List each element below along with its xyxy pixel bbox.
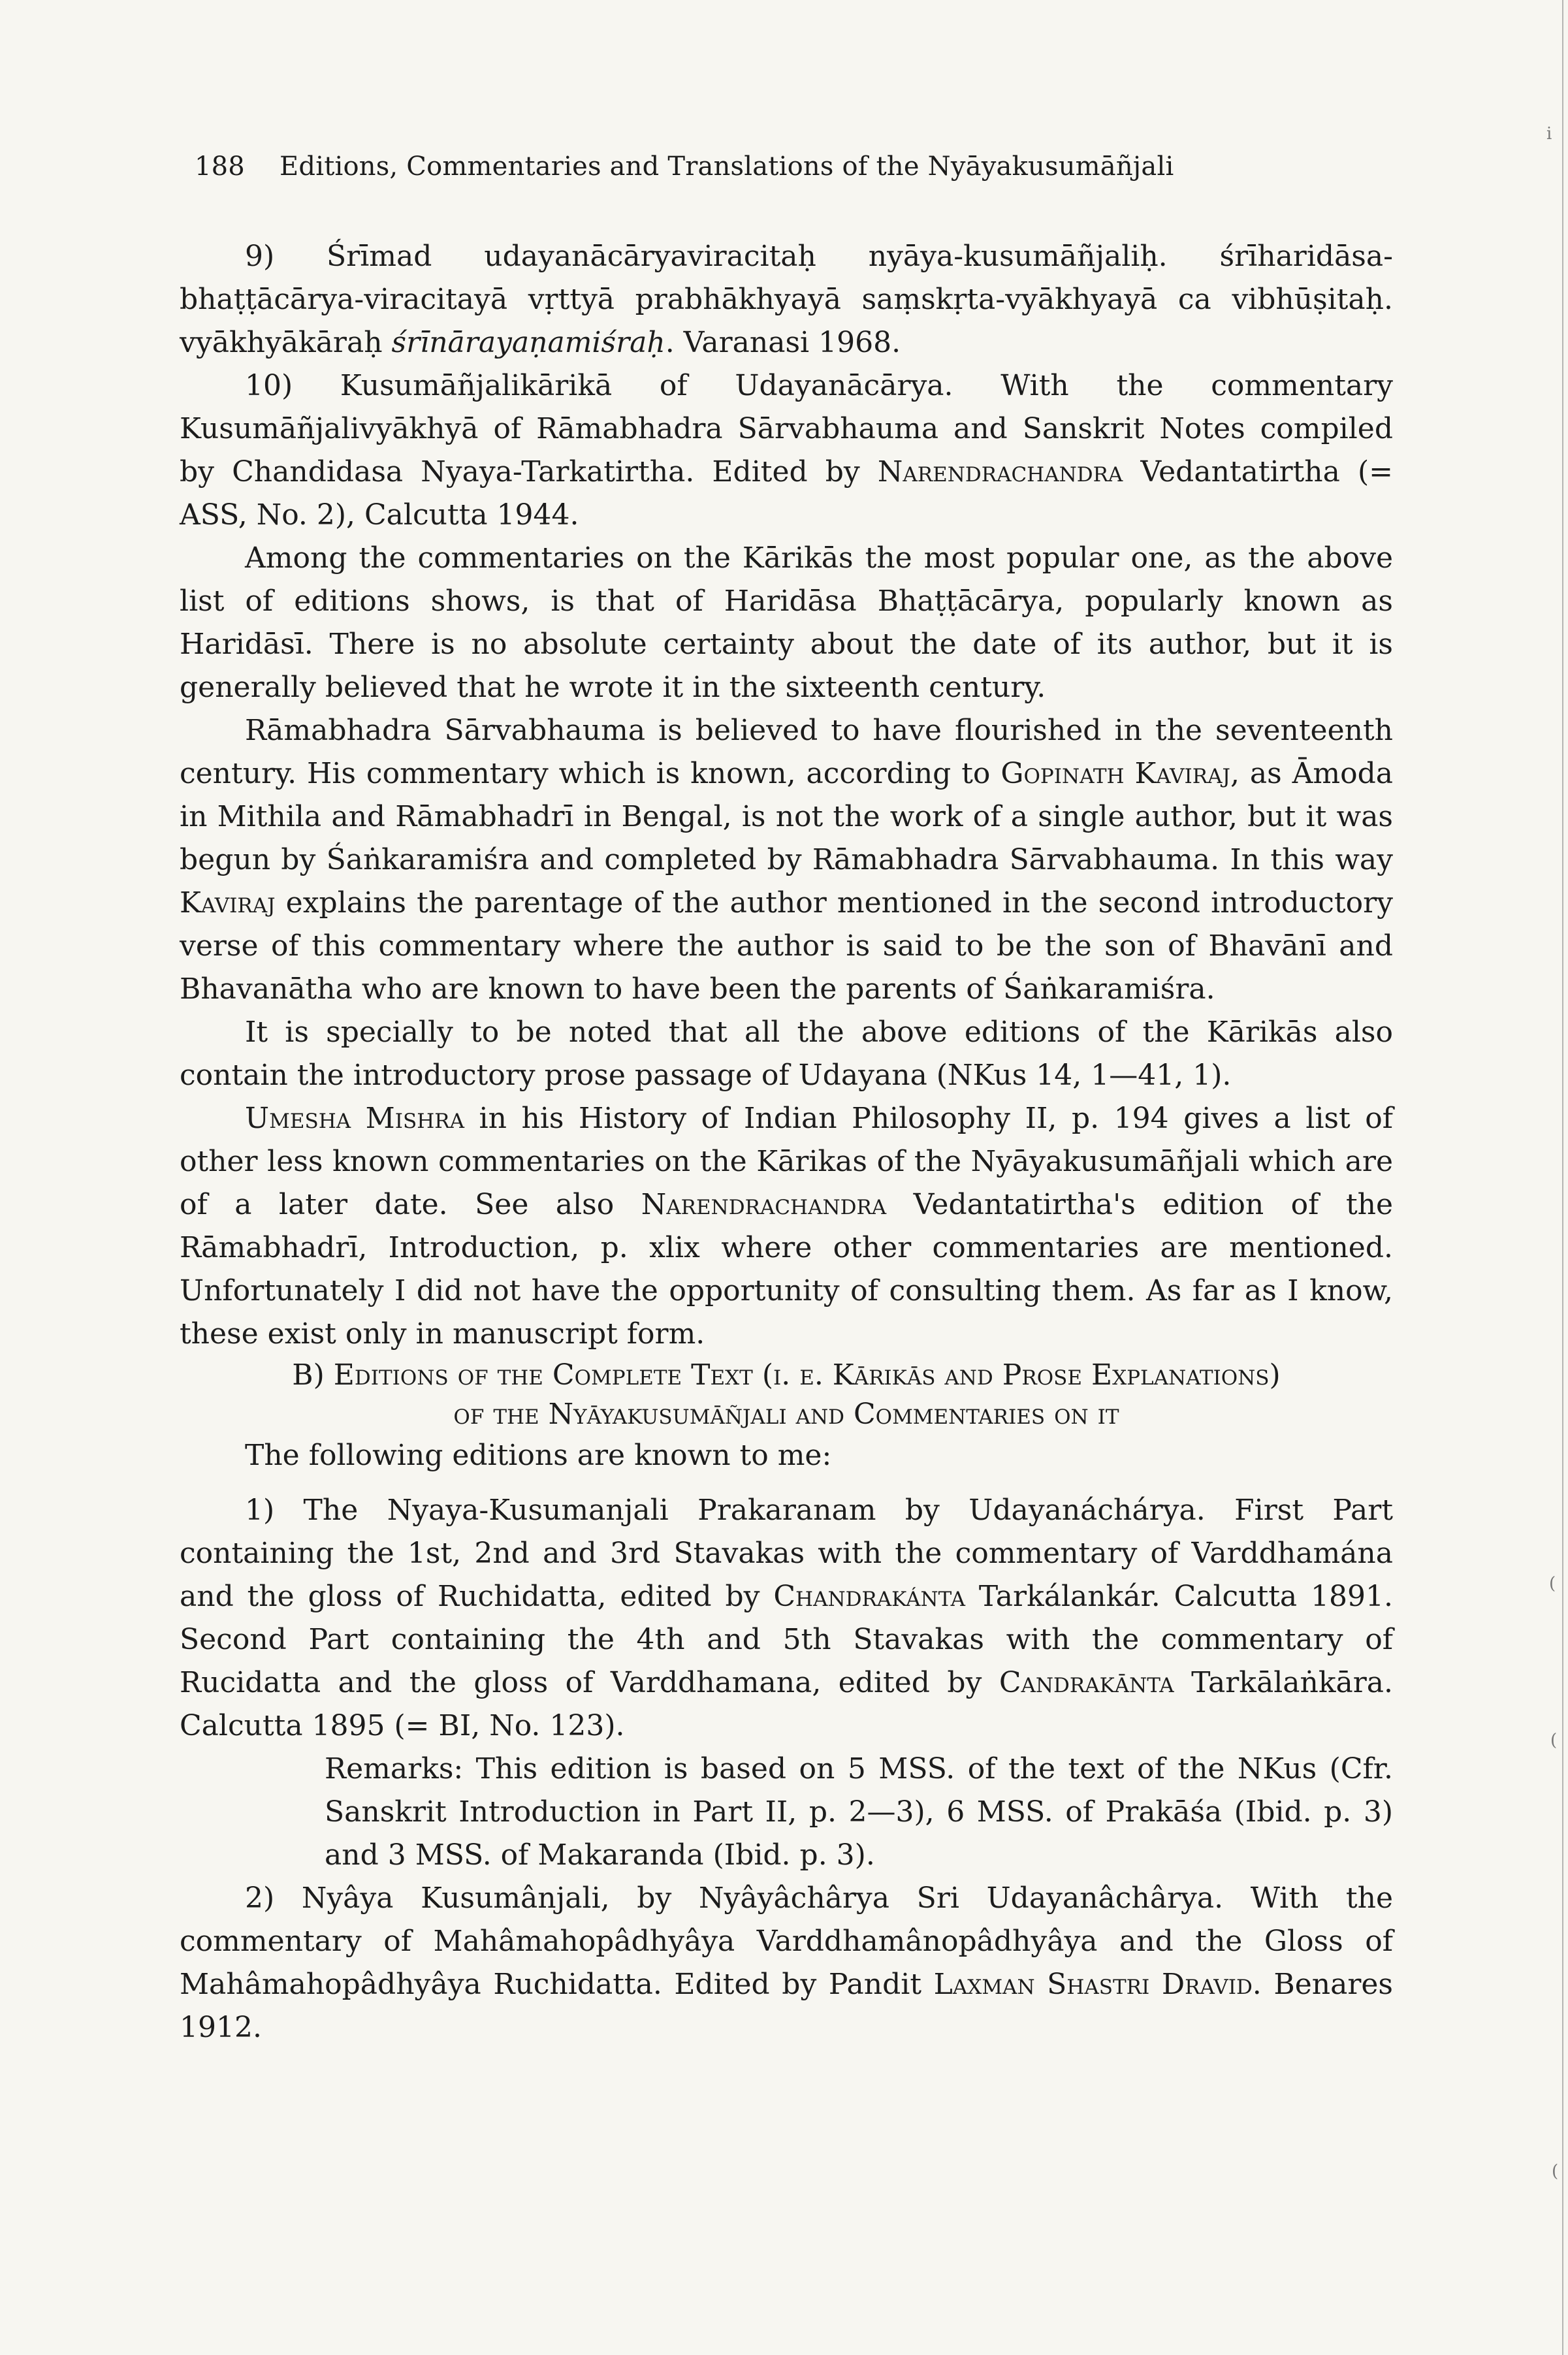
edition-entry-2: 2) Nyâya Kusumânjali, by Nyâyâchârya Sri Udayanâchârya. With the commentary of Mahâmahopâdhyâya Varddhamânopâdhyâya and the Gloss of Mahâmahopâdhyâya Ruchidatta. Edited by Pandit Laxman Shastri Dravid. Benares 1912. bbox=[180, 1882, 1393, 2044]
margin-mark: ( bbox=[1549, 1574, 1556, 1594]
margin-mark: i bbox=[1546, 124, 1552, 144]
editor-name: Narendrachandra bbox=[641, 1188, 887, 1221]
section-heading-line-2: of the Nyāyakusumāñjali and Commentaries on it bbox=[453, 1398, 1119, 1431]
paragraph-commentaries: Among the commentaries on the Kārikās the most popular one, as the above list of editions shows, is that of Haridāsa Bhaṭṭācārya, popularly known as Haridāsī. There is no absolute certainty about the date of its author, but it is generally believed that he wrote it in the sixteenth century. bbox=[180, 541, 1393, 704]
editor-name: Chandrakánta bbox=[773, 1580, 965, 1613]
margin-mark: ( bbox=[1552, 2162, 1559, 2181]
paragraph-known-editions: The following editions are known to me: bbox=[245, 1439, 832, 1472]
running-title: Editions, Commentaries and Translations of the Nyāyakusumāñjali bbox=[280, 152, 1174, 182]
paragraph-note: It is specially to be noted that all the above editions of the Kārikās also contain the introductory prose passage of Udayana (NKus 14, 1—41, 1). bbox=[180, 1016, 1393, 1092]
author-name: Umesha Mishra bbox=[245, 1102, 464, 1135]
margin-mark: ( bbox=[1550, 1731, 1558, 1750]
page-number: 188 bbox=[195, 152, 245, 182]
page-body bbox=[180, 235, 1393, 2049]
author-name: Kaviraj bbox=[180, 886, 276, 920]
edition-entry-1: 1) The Nyaya-Kusumanjali Prakaranam by Udayanáchárya. First Part containing the 1st, 2nd and 3rd Stavakas with the commentary of Varddhamána and the gloss of Ruchidatta, edited by Chandrakánta Tarkálankár. Calcutta 1891. Second Part containing the 4th and 5th Stavakas with the commentary of Rucidatta and the gloss of Varddhamana, edited by Candrakānta Tarkālaṅkāra. Calcutta 1895 (= BI, No. 123). bbox=[180, 1494, 1393, 1742]
edition-remarks-1: Remarks: This edition is based on 5 MSS. of the text of the NKus (Cfr. Sanskrit Introduction in Part II, p. 2—3), 6 MSS. of Prakāśa (Ibid. p. 3) and 3 MSS. of Makaranda (Ibid. p. 3). bbox=[325, 1752, 1393, 1872]
author-name: Gopinath Kaviraj bbox=[1000, 757, 1230, 790]
right-edge-scan-line bbox=[1562, 0, 1563, 2355]
editor-name: Candrakānta bbox=[999, 1666, 1174, 1699]
edition-item-9: 9) Śrīmad udayanācāryaviracitaḥ nyāya-kusumāñjaliḥ. śrīharidāsa-bhaṭṭācārya-viracitayā vṛttyā prabhākhyayā saṃskṛta-vyākhyayā ca vibhūṣitaḥ. vyākhyākāraḥ śrīnārayaṇamiśraḥ. Varanasi 1968. bbox=[180, 240, 1393, 359]
editor-name: Laxman Shastri Dravid bbox=[933, 1968, 1253, 2001]
running-header bbox=[195, 152, 1305, 182]
paragraph-ramabhadra: Rāmabhadra Sārvabhauma is believed to have flourished in the seventeenth century. His commentary which is known, according to Gopinath Kaviraj, as Āmoda in Mithila and Rāmabhadrī in Bengal, is not the work of a single author, but it was begun by Śaṅkaramiśra and completed by Rāmabhadra Sārvabhauma. In this way Kaviraj explains the parentage of the author mentioned in the second introductory verse of this commentary where the author is said to be the son of Bhavānī and Bhavanātha who are known to have been the parents of Śaṅkaramiśra. bbox=[180, 714, 1393, 1006]
paragraph-umesha: Umesha Mishra in his History of Indian Philosophy II, p. 194 gives a list of other less known commentaries on the Kārikas of the Nyāyakusumāñjali which are of a later date. See also Narendrachandra Vedantatirtha's edition of the Rāmabhadrī, Introduction, p. xlix where other commentaries are mentioned. Unfortunately I did not have the opportunity of consulting them. As far as I know, these exist only in manuscript form. bbox=[180, 1102, 1394, 1351]
edition-item-10: 10) Kusumāñjalikārikā of Udayanācārya. With the commentary Kusumāñjalivyākhyā of Rāmabhadra Sārvabhauma and Sanskrit Notes compiled by Chandidasa Nyaya-Tarkatirtha. Edited by Narendrachandra Vedantatirtha (= ASS, No. 2), Calcutta 1944. bbox=[180, 369, 1393, 532]
section-heading-line-1: B) Editions of the Complete Text (i. e. Kārikās and Prose Explanations) bbox=[292, 1358, 1281, 1392]
editor-name: Narendrachandra bbox=[877, 455, 1123, 489]
section-heading bbox=[180, 1356, 1393, 1434]
